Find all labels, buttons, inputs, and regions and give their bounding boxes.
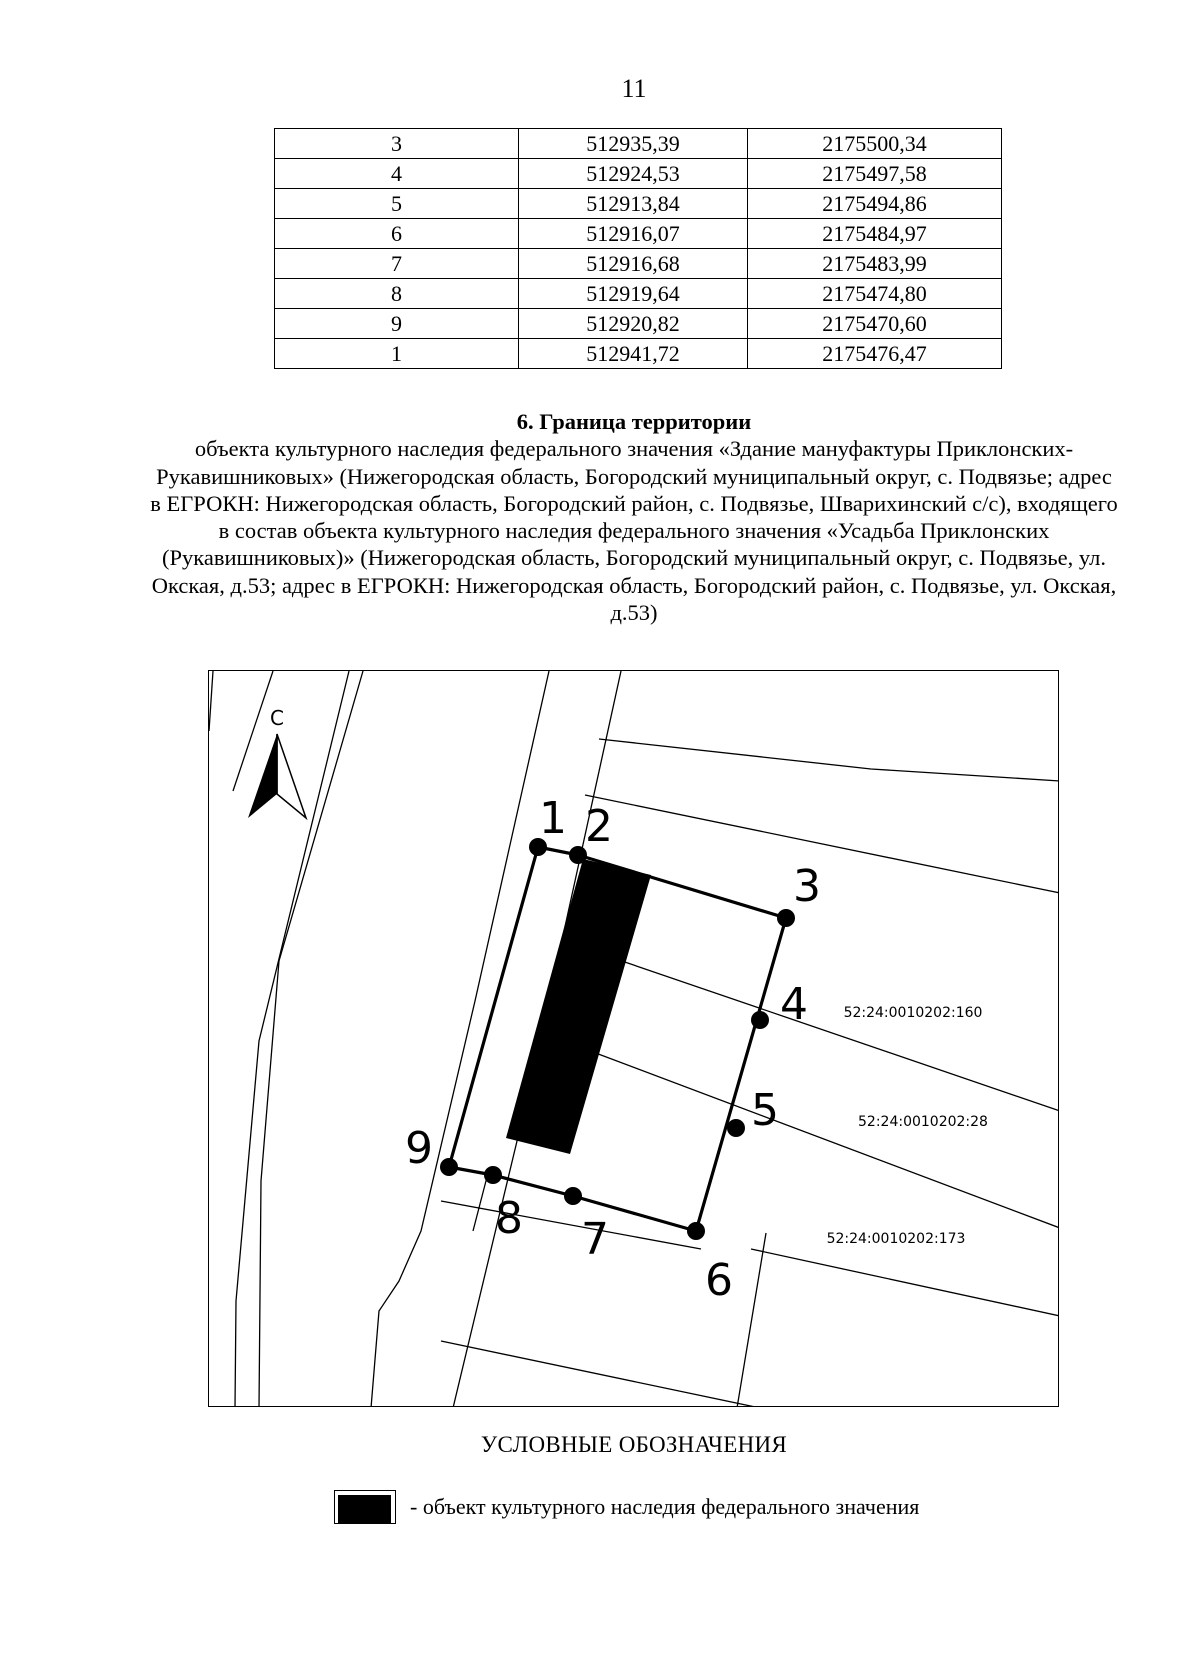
cell-point: 4 [275,159,519,189]
section-heading [150,408,1118,626]
cell-y: 2175474,80 [748,279,1002,309]
table-row [275,249,1002,279]
section-description: объекта культурного наследия федерального значения «Здание мануфактуры Приклонских-Рукавишниковых» (Нижегородская область, Богородский муниципальный округ, с. Подвязье; адрес в ЕГРОКН: Нижегородская область, Богородский район, с. Подвязье, Шварихинский с/с), входящего в состав объекта культурного наследия федерального значения «Усадьба Приклонских (Рукавишниковых)» (Нижегородская область, Богородский муниципальный округ, с. Подвязье, ул. Окская, д.53; адрес в ЕГРОКН: Нижегородская область, Богородский район, с. Подвязье, ул. Окская, д.53) [150,436,1118,626]
table-row [275,189,1002,219]
cell-point: 3 [275,129,519,159]
point-label-9: 9 [405,1123,433,1174]
table-row [275,339,1002,369]
page-number: 11 [621,74,647,103]
boundary-point [440,1158,458,1176]
table-row [275,129,1002,159]
cell-point: 5 [275,189,519,219]
cell-y: 2175476,47 [748,339,1002,369]
legend-title: УСЛОВНЫЕ ОБОЗНАЧЕНИЯ [480,1432,788,1457]
table-row [275,219,1002,249]
boundary-point [484,1166,502,1184]
table-row [275,309,1002,339]
point-label-6: 6 [705,1255,733,1306]
cell-x: 512935,39 [519,129,748,159]
cell-y: 2175483,99 [748,249,1002,279]
point-label-7: 7 [581,1214,609,1265]
point-label-4: 4 [780,979,808,1030]
point-label-5: 5 [751,1085,779,1136]
cell-y: 2175494,86 [748,189,1002,219]
cell-x: 512924,53 [519,159,748,189]
boundary-point [687,1222,705,1240]
legend-text: - объект культурного наследия федерального значения [410,1494,920,1519]
cell-y: 2175500,34 [748,129,1002,159]
parcel-label: 52:24:0010202:173 [826,1231,966,1247]
parcel-label: 52:24:0010202:160 [843,1005,983,1021]
point-label-3: 3 [793,861,821,912]
cell-y: 2175497,58 [748,159,1002,189]
boundary-point [564,1187,582,1205]
point-label-1: 1 [539,793,567,844]
cell-point: 9 [275,309,519,339]
point-label-8: 8 [495,1193,523,1244]
cell-x: 512916,68 [519,249,748,279]
cell-point: 6 [275,219,519,249]
legend-swatch [334,1490,396,1524]
boundary-map [208,670,1059,1407]
cadastral-lines [209,671,1059,1407]
cell-x: 512920,82 [519,309,748,339]
north-arrow-icon [248,734,306,818]
cell-point: 1 [275,339,519,369]
cell-y: 2175470,60 [748,309,1002,339]
cell-y: 2175484,97 [748,219,1002,249]
boundary-point [727,1119,745,1137]
cell-x: 512919,64 [519,279,748,309]
north-label: С [270,706,284,730]
cell-x: 512913,84 [519,189,748,219]
cell-x: 512941,72 [519,339,748,369]
coordinates-table [274,128,1002,369]
parcel-label: 52:24:0010202:28 [858,1114,988,1130]
cell-point: 7 [275,249,519,279]
boundary-point [751,1011,769,1029]
heritage-building [506,859,651,1154]
table-row [275,279,1002,309]
table-row [275,159,1002,189]
point-label-2: 2 [585,801,613,852]
cell-point: 8 [275,279,519,309]
section-title: 6. Граница территории [516,409,752,434]
cell-x: 512916,07 [519,219,748,249]
